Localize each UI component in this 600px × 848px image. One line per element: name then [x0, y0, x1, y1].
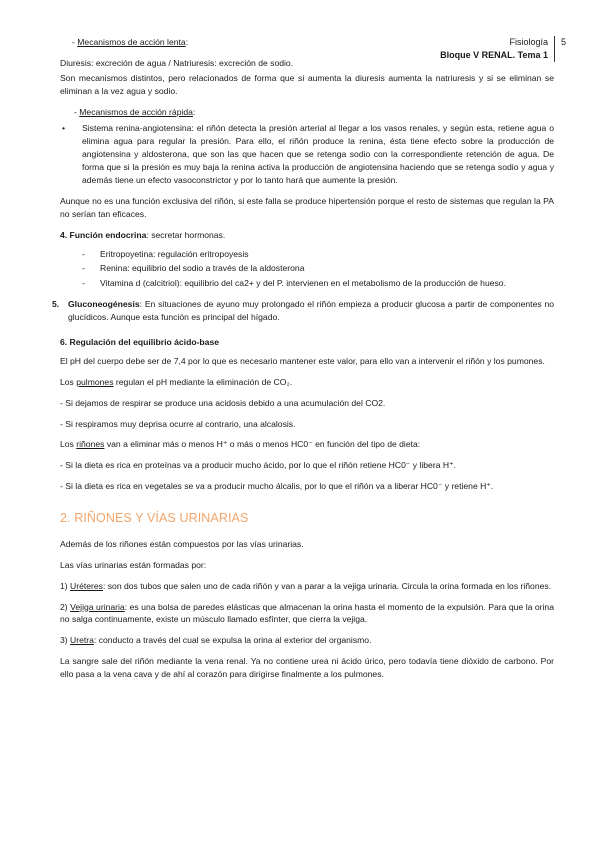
endocrine-list — [60, 248, 554, 291]
renin-angiotensin-text: Sistema renina-angiotensina: el riñón detecta la presión arterial al llegar a los vasos renales, y según esta, retiene agua o elimina agua para regular la presión. Para ello, el riñón produce la renina, ésta tiene efecto sobre la producción de angiotensina y aldosterona, que son las que hacen que se retenga sodio con la correspondiente retención de agua. De forma que si la presión es muy baja la renina activa la producción de angiotensina haciendo que se retenga sodio y agua y además tiene un efecto vasoconstrictor y por lo tanto hará que aumente la presión. — [82, 123, 554, 186]
fast-mechanisms-heading: - Mecanismos de acción rápida: — [74, 106, 196, 117]
list-item: - Vitamina d (calcitriol): equilibrio del ca2+ y del P. intervienen en el metabolismo de la producción de hueso. — [82, 278, 506, 289]
renal-vein-paragraph: La sangre sale del riñón mediante la vena renal. Ya no contiene urea ni ácido úrico, pero todavía tiene dióxido de carbono. Por ello pasa a la vena cava y de ahí al corazón para dirigirse finalmente a los pulmones. — [60, 656, 554, 680]
kidneys-term: riñones — [76, 439, 105, 450]
list-item: - Eritropoyetina: regulación eritropoyesis — [82, 248, 249, 259]
list-item: - Renina: equilibrio del sodio a través de la aldosterona — [82, 263, 305, 274]
bullet-icon: • — [62, 123, 66, 134]
gluconeogenesis-title: Gluconeogénesis — [68, 299, 140, 310]
bladder-term: Vejiga urinaria — [70, 601, 125, 612]
ph-paragraph: El pH del cuerpo debe ser de 7,4 por lo que es necesario mantener este valor, para ello van a intervenir el riñón y los pumones. — [60, 355, 545, 366]
endocrine-title: 4. Función endocrina — [60, 229, 147, 240]
acid-base-heading: 6. Regulación del equilibrio ácido-base — [60, 337, 220, 348]
not-exclusive-paragraph: Aunque no es una función exclusiva del riñón, si este falla se produce hipertensión porque el resto de sistemas que regulan la PA no serían tan eficaces. — [60, 195, 554, 219]
lungs-paragraph: Los pulmones regulan el pH mediante la eliminación de CO₂. — [60, 376, 293, 387]
header-block: Bloque V RENAL. Tema 1 — [440, 50, 548, 61]
ureters-item: 1) Uréteres: son dos tubos que salen uno de cada riñón y van a parar a la vejiga urinaria. Circula la orina formada en los riñones. — [60, 580, 552, 591]
slow-mechanisms-label: Mecanismos de acción lenta — [77, 37, 186, 47]
gluconeogenesis-item: 5. Gluconeogénesis: En situaciones de ayuno muy prolongado el riñón empieza a producir glucosa a partir de componentes no glucídicos. Aunque esta función es principal del hígado. — [52, 299, 554, 323]
page-number: 5 — [560, 37, 566, 47]
document-body — [52, 36, 554, 689]
bladder-item: 2) Vejiga urinaria: es una bolsa de paredes elásticas que almacenan la orina hasta el momento de la expulsión. Para que la orina no salga continuamente, existe un músculo llamado esfínter, que cierra la vejiga. — [60, 601, 554, 625]
lungs-term: pulmones — [76, 376, 114, 387]
section-2-title: 2. RIÑONES Y VÍAS URINARIAS — [60, 511, 249, 526]
diuresis-definition: Diuresis: excreción de agua / Natriuresis: excreción de sodio. — [60, 57, 294, 68]
endocrine-heading: 4. Función endocrina: secretar hormonas. — [60, 229, 226, 240]
kidneys-paragraph: Los riñones van a eliminar más o menos H⁺ o más o menos HC0⁻ en función del tipo de dieta: — [60, 439, 421, 450]
protein-diet-line: - Si la dieta es rica en proteínas va a producir mucho ácido, por lo que el riñón retiene HC0⁻ y libera H⁺. — [60, 460, 456, 471]
urethra-item: 3) Uretra: conducto a través del cual se expulsa la orina al exterior del organismo. — [60, 635, 372, 646]
urethra-term: Uretra — [70, 635, 94, 646]
acidosis-line: - Si dejamos de respirar se produce una acidosis debido a una acumulación del CO2. — [60, 397, 386, 408]
urinary-tract-intro: Las vías urinarias están formadas por: — [60, 559, 207, 570]
slow-mechanisms-heading: - Mecanismos de acción lenta: — [72, 37, 189, 47]
header-subject: Fisiología — [509, 37, 548, 47]
section-2-intro: Además de los riñones están compuestos por las vías urinarias. — [60, 538, 304, 549]
ureters-term: Uréteres — [70, 580, 103, 591]
renin-angiotensin-bullet — [60, 122, 554, 186]
alkalosis-line: - Si respiramos muy deprisa ocurre al contrario, una alcalosis. — [60, 418, 296, 429]
distinct-mechanisms-paragraph: Son mecanismos distintos, pero relacionados de forma que si aumenta la diuresis aumenta la natriuresis y si se eliminan se eliminan a la vez agua y sodio. — [60, 72, 554, 96]
fast-mechanisms-label: Mecanismos de acción rápida — [79, 106, 193, 117]
vegetable-diet-line: - Si la dieta es rica en vegetales se va a producir mucho álcalis, por lo que el riñón va a liberar HC0⁻ y retiene H⁺. — [60, 481, 494, 492]
